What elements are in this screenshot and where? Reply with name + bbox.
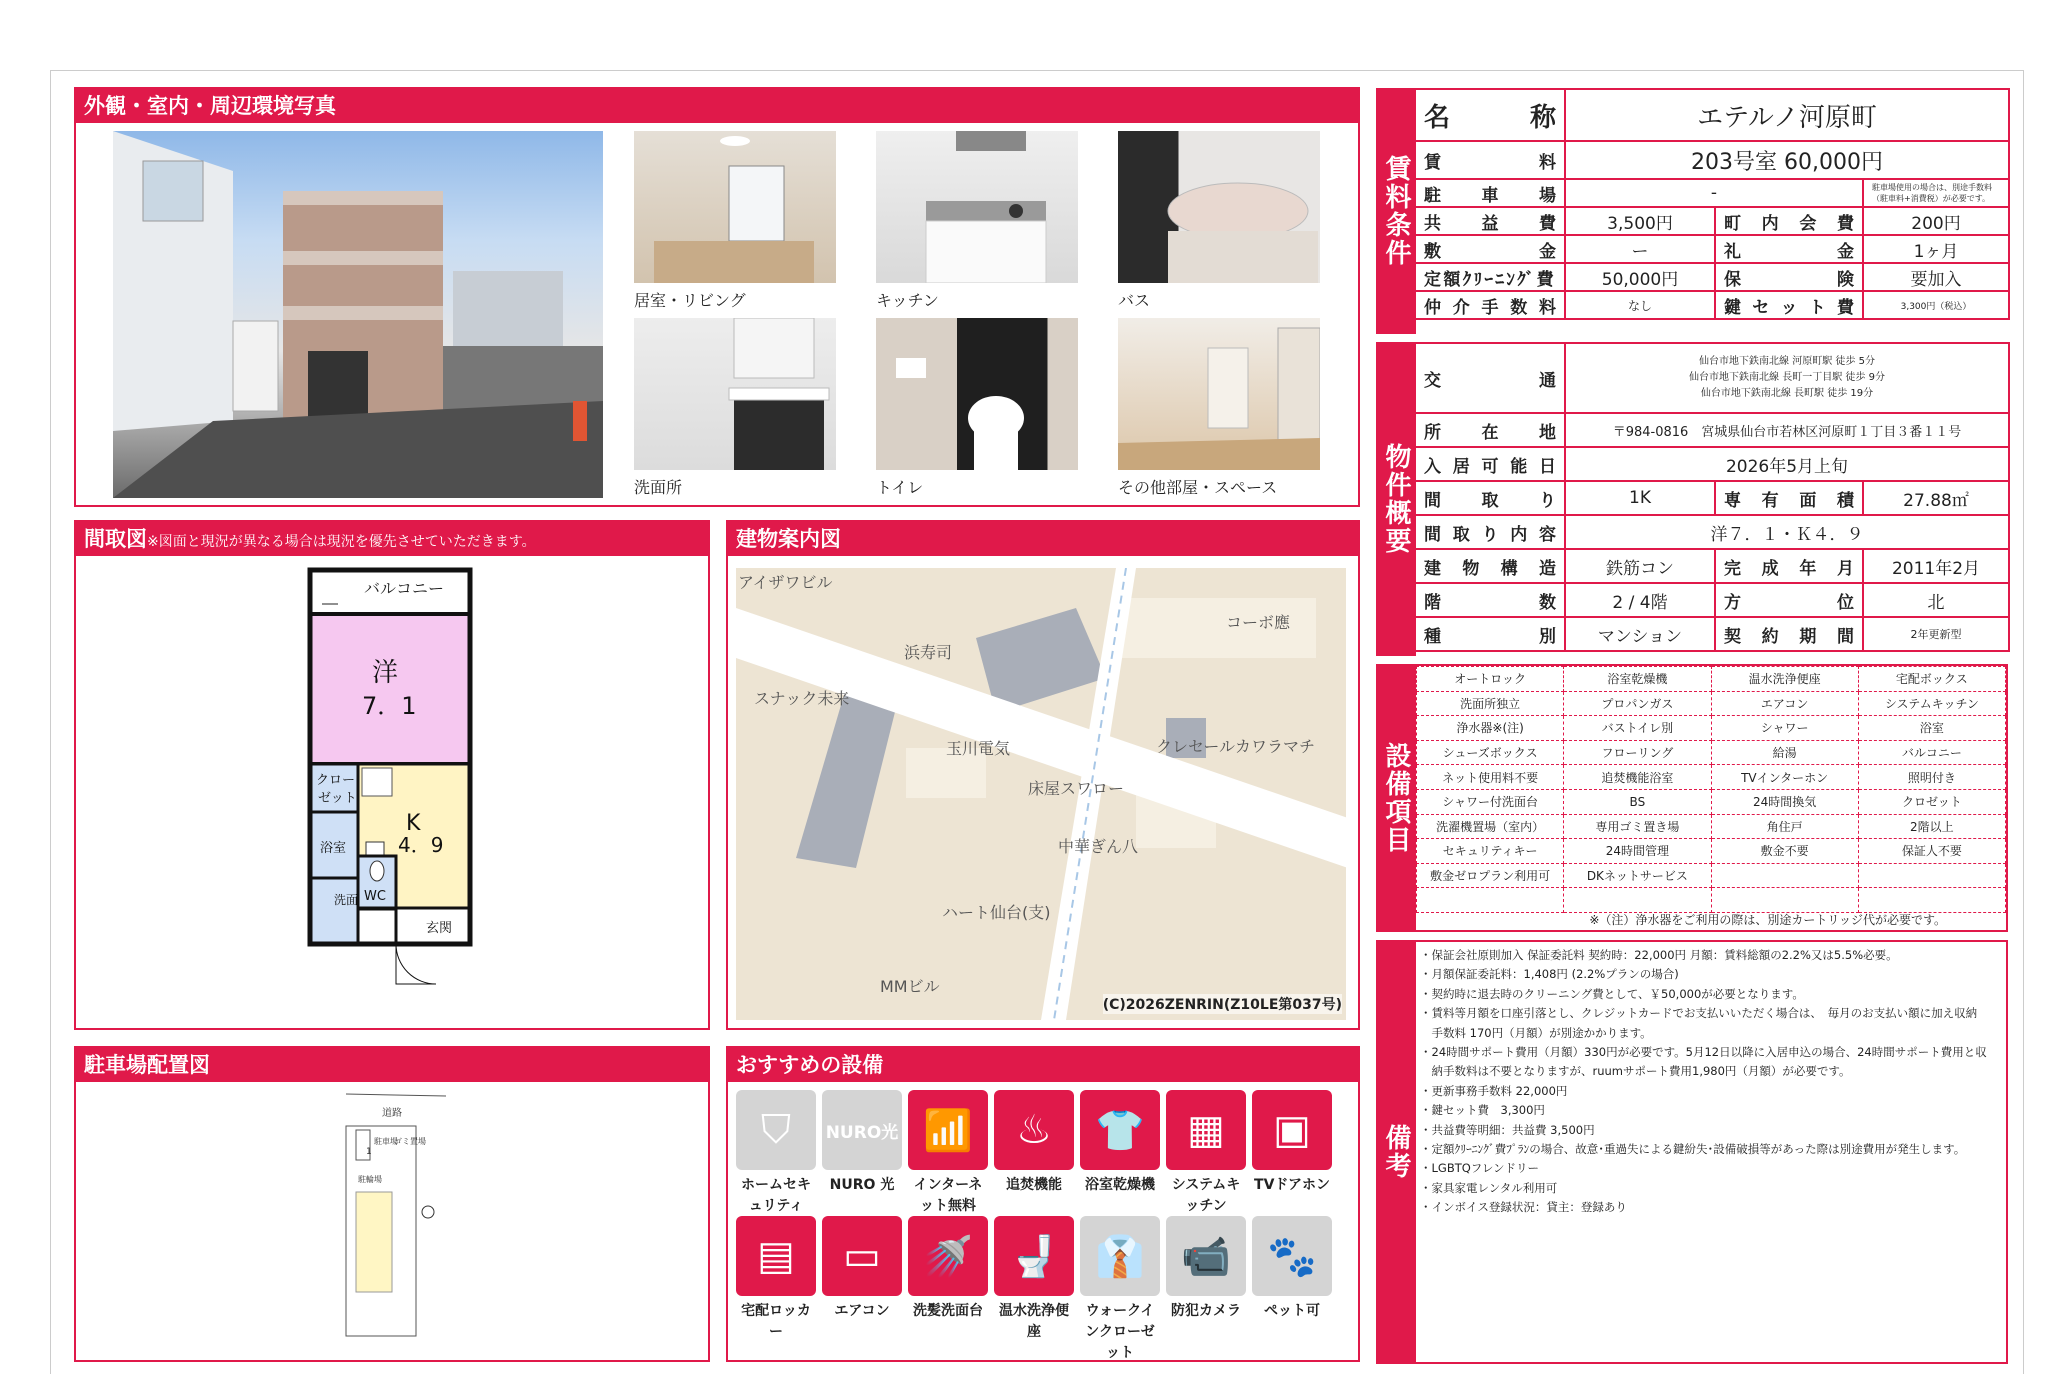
map-label-7: MMビル — [880, 977, 940, 996]
remark-line: ・賃料等月額を口座引落とし、クレジットカードでお支払いいただく場合は、 毎月のお支払い額に加え収納 — [1420, 1006, 1978, 1021]
remark-line: ・鍵セット費 3,300円 — [1420, 1103, 1545, 1118]
map-label-3: 玉川電気 — [946, 739, 1011, 758]
rec-washlet: 🚽 温水洗浄便座 — [994, 1216, 1074, 1343]
equip-item: 敷金不要 — [1711, 839, 1858, 864]
equip-item: 照明付き — [1858, 765, 2005, 790]
remark-line: 納手数料は不要となりますが、ruumサポート費用1,980円（月額）が必要です。 — [1420, 1064, 1851, 1079]
kitchen-illustration — [876, 131, 1078, 283]
layout-detail-value: 洋７．１・Ｋ４．９ — [1565, 515, 2009, 549]
map-label-5: 中華ぎん八 — [1058, 837, 1139, 856]
direction-key: 方位 — [1715, 583, 1863, 617]
sink-icon: 🚿 — [908, 1216, 988, 1296]
equip-item: 2階以上 — [1858, 814, 2005, 839]
parking-panel — [74, 1046, 710, 1362]
rec-home-security: ⛉ ホームセキュリティ — [736, 1090, 816, 1217]
parking-value: - — [1565, 179, 1863, 207]
layout-value: 1K — [1565, 481, 1715, 515]
equip-item: 浴室 — [1858, 716, 2005, 741]
movein-key: 入居可能日 — [1415, 447, 1565, 481]
caption-living: 居室・リビング — [634, 291, 746, 310]
area-key: 専有面積 — [1715, 481, 1863, 515]
equip-item: 角住戸 — [1711, 814, 1858, 839]
svg-text:駐輪場: 駐輪場 — [358, 1175, 382, 1184]
floor-value: 2 / 4階 — [1565, 583, 1715, 617]
access-line-1: 仙台市地下鉄南北線 河原町駅 徒歩 5分 — [1699, 356, 1875, 367]
insurance-value: 要加入 — [1863, 263, 2009, 291]
living-illustration — [634, 131, 836, 283]
equip-item: バストイレ別 — [1564, 716, 1711, 741]
svg-text:洗面: 洗面 — [334, 893, 359, 907]
toilet-illustration — [876, 318, 1078, 470]
address-value: 〒984-0816 宮城県仙台市若林区河原町１丁目３番１１号 — [1565, 413, 2009, 447]
equip-item: 浄水器※(注) — [1417, 716, 1564, 741]
rec-nuro: NURO光 NURO 光 — [822, 1090, 902, 1196]
photo-bath[interactable] — [1118, 131, 1320, 283]
exterior-photo[interactable] — [113, 131, 603, 498]
map-label-1: 浜寿司 — [904, 643, 953, 662]
caption-washroom: 洗面所 — [634, 478, 683, 497]
type-key: 種別 — [1415, 617, 1565, 651]
remarks-side-label: 備考 — [1376, 940, 1416, 1364]
access-key: 交通 — [1415, 343, 1565, 413]
equipment-table — [1416, 666, 2006, 913]
caption-toilet: トイレ — [876, 478, 924, 497]
equip-item: 追焚機能浴室 — [1564, 765, 1711, 790]
remark-line: ・保証会社原則加入 保証委託料 契約時：22,000円 月額：賃料総額の2.2%又は5.5%必要。 — [1420, 948, 1898, 962]
structure-key: 建物構造 — [1415, 549, 1565, 583]
remark-line: ・24時間サポート費用（月額）330円が必要です。5月12日以降に入居申込の場合、24時間サポート費用と収 — [1420, 1045, 1987, 1060]
name-key: 名称 — [1415, 89, 1565, 141]
map-title: 建物案内図 — [728, 522, 1358, 556]
caption-bath: バス — [1118, 291, 1151, 310]
dryer-icon: 👕 — [1080, 1090, 1160, 1170]
parking-key: 駐車場 — [1415, 179, 1565, 207]
equip-item: システムキッチン — [1858, 691, 2005, 716]
floorplan-drawing — [76, 556, 712, 1030]
rec-shampoo-sink: 🚿 洗髪洗面台 — [908, 1216, 988, 1322]
svg-text:道路: 道路 — [382, 1108, 402, 1119]
rent-value: 203号室 60,000円 — [1565, 141, 2009, 179]
map-label-2: スナック未来 — [754, 689, 850, 708]
built-value: 2011年2月 — [1863, 549, 2009, 583]
photo-other-room[interactable] — [1118, 318, 1320, 470]
intercom-icon: ▣ — [1252, 1090, 1332, 1170]
kitchen-icon: ▦ — [1166, 1090, 1246, 1170]
deposit-value: ー — [1565, 235, 1715, 263]
key-money-value: 1ヶ月 — [1863, 235, 2009, 263]
equip-item — [1858, 888, 2005, 913]
exterior-illustration — [113, 131, 603, 498]
svg-text:K: K — [406, 811, 421, 836]
cleaning-key: 定額ｸﾘｰﾆﾝｸﾞ費 — [1415, 263, 1565, 291]
svg-text:1: 1 — [366, 1147, 372, 1157]
equip-item: バルコニー — [1858, 740, 2005, 765]
toilet-icon: 🚽 — [994, 1216, 1074, 1296]
rec-aircon: ▭ エアコン — [822, 1216, 902, 1322]
town-fee-key: 町内会費 — [1715, 207, 1863, 235]
direction-value: 北 — [1863, 583, 2009, 617]
rent-key: 賃料 — [1415, 141, 1565, 179]
equip-item: 洗濯機置場（室内） — [1417, 814, 1564, 839]
common-fee-value: 3,500円 — [1565, 207, 1715, 235]
remark-line: ・インボイス登録状況：貸主：登録あり — [1420, 1200, 1627, 1215]
equip-item: シューズボックス — [1417, 740, 1564, 765]
equip-item: 温水洗浄便座 — [1711, 667, 1858, 692]
equip-item: 保証人不要 — [1858, 839, 2005, 864]
remark-line: ・LGBTQフレンドリー — [1420, 1161, 1540, 1176]
map-area[interactable] — [736, 568, 1348, 1020]
svg-text:4．9: 4．9 — [398, 833, 444, 857]
shield-icon: ⛉ — [736, 1090, 816, 1170]
floor-key: 階数 — [1415, 583, 1565, 617]
property-side-label: 物件概要 — [1376, 342, 1416, 656]
svg-text:クロー: クロー — [316, 773, 356, 788]
equip-item: 24時間管理 — [1564, 839, 1711, 864]
closet-icon: 👔 — [1080, 1216, 1160, 1296]
equip-item: 専用ゴミ置き場 — [1564, 814, 1711, 839]
built-key: 完成年月 — [1715, 549, 1863, 583]
washroom-illustration — [634, 318, 836, 470]
agent-fee-value: なし — [1565, 291, 1715, 319]
rec-system-kitchen: ▦ システムキッチン — [1166, 1090, 1246, 1217]
equip-item: 浴室乾燥機 — [1564, 667, 1711, 692]
equip-item — [1711, 863, 1858, 888]
parking-drawing — [76, 1082, 712, 1362]
photo-living[interactable] — [634, 131, 836, 283]
common-fee-key: 共益費 — [1415, 207, 1565, 235]
equip-item: プロパンガス — [1564, 691, 1711, 716]
paw-icon: 🐾 — [1252, 1216, 1332, 1296]
equip-item: オートロック — [1417, 667, 1564, 692]
equip-item: エアコン — [1711, 691, 1858, 716]
parking-note: 駐車場使用の場合は、別途手数料（駐車料+消費税）が必要です。 — [1863, 179, 2009, 207]
remark-line: ・月額保証委託料：1,408円 (2.2%プランの場合) — [1420, 967, 1679, 982]
map-panel — [726, 520, 1360, 1030]
equip-item: 洗面所独立 — [1417, 691, 1564, 716]
type-value: マンション — [1565, 617, 1715, 651]
equip-item: 敷金ゼロプラン利用可 — [1417, 863, 1564, 888]
recommended-panel — [726, 1046, 1360, 1362]
equipment-footnote: ※（注）浄水器をご利用の際は、別途カートリッジ代が必要です。 — [1589, 913, 1946, 927]
equip-item: DKネットサービス — [1564, 863, 1711, 888]
locker-icon: ▤ — [736, 1216, 816, 1296]
rec-security-camera: 📹 防犯カメラ — [1166, 1216, 1246, 1322]
address-key: 所在地 — [1415, 413, 1565, 447]
photos-title: 外観・室内・周辺環境写真 — [76, 89, 1358, 123]
remark-line: ・共益費等明細：共益費 3,500円 — [1420, 1122, 1595, 1137]
key-money-key: 礼金 — [1715, 235, 1863, 263]
map-label-0: アイザワビル — [738, 573, 833, 592]
property-name: エテルノ河原町 — [1565, 89, 2009, 141]
layout-key: 間取り — [1415, 481, 1565, 515]
remark-line: ・家具家電レンタル利用可 — [1420, 1180, 1558, 1195]
insurance-key: 保険 — [1715, 263, 1863, 291]
access-line-2: 仙台市地下鉄南北線 長町一丁目駅 徒歩 9分 — [1689, 372, 1885, 383]
svg-text:バルコニー: バルコニー — [364, 579, 445, 598]
equip-item: セキュリティキー — [1417, 839, 1564, 864]
keyset-value: 3,300円（税込） — [1863, 291, 2009, 319]
rec-delivery-locker: ▤ 宅配ロッカー — [736, 1216, 816, 1343]
photo-washroom[interactable] — [634, 318, 836, 470]
rec-internet-free: 📶 インターネット無料 — [908, 1090, 988, 1217]
access-value — [1565, 343, 2009, 413]
equipment-box — [1414, 664, 2008, 932]
equip-item: ネット使用料不要 — [1417, 765, 1564, 790]
remark-line: ・契約時に退去時のクリーニング費として、￥50,000が必要となります。 — [1420, 986, 1804, 1001]
floorplan-note: ※図面と現況が異なる場合は現況を優先させていただきます。 — [147, 534, 536, 550]
equipment-side-label: 設備項目 — [1376, 664, 1416, 932]
other-room-illustration — [1118, 318, 1320, 470]
svg-text:浴室: 浴室 — [320, 841, 347, 856]
remarks-box — [1414, 940, 2008, 1364]
equip-item: 給湯 — [1711, 740, 1858, 765]
recommended-title: おすすめの設備 — [728, 1048, 1358, 1082]
photo-kitchen[interactable] — [876, 131, 1078, 283]
rec-walkin-closet: 👔 ウォークインクローゼット — [1080, 1216, 1160, 1364]
equip-item: シャワー付洗面台 — [1417, 789, 1564, 814]
equip-item: 宅配ボックス — [1858, 667, 2005, 692]
deposit-key: 敷金 — [1415, 235, 1565, 263]
svg-text:ゼット: ゼット — [318, 791, 357, 806]
remark-line: 手数料 170円（月額）が別途かかります。 — [1420, 1025, 1652, 1040]
svg-text:駐車場: 駐車場 — [374, 1137, 398, 1146]
equip-item: BS — [1564, 789, 1711, 814]
equip-item: フローリング — [1564, 740, 1711, 765]
svg-text:WC: WC — [364, 889, 386, 904]
access-line-3: 仙台市地下鉄南北線 長町駅 徒歩 19分 — [1700, 388, 1874, 399]
photo-toilet[interactable] — [876, 318, 1078, 470]
map-label-8: コーボ應 — [1226, 613, 1291, 632]
equip-item: TVインターホン — [1711, 765, 1858, 790]
floorplan-panel — [74, 520, 710, 1030]
remarks-text — [1420, 946, 2006, 1218]
contract-key: 契約期間 — [1715, 617, 1863, 651]
equip-item — [1417, 888, 1564, 913]
rec-tv-intercom: ▣ TVドアホン — [1252, 1090, 1332, 1196]
equip-item: 24時間換気 — [1711, 789, 1858, 814]
rent-side-label: 賃料条件 — [1376, 88, 1416, 334]
contract-value: 2年更新型 — [1863, 617, 2009, 651]
svg-text:7．1: 7．1 — [362, 692, 417, 720]
movein-value: 2026年5月上旬 — [1565, 447, 2009, 481]
equip-item: クロゼット — [1858, 789, 2005, 814]
rent-table — [1414, 88, 2010, 320]
cleaning-value: 50,000円 — [1565, 263, 1715, 291]
equip-item — [1711, 888, 1858, 913]
rec-bath-dryer: 👕 浴室乾燥機 — [1080, 1090, 1160, 1196]
map-label-6: ハート仙台(支) — [942, 903, 1051, 922]
bath-illustration — [1118, 131, 1320, 283]
remark-line: ・定額ｸﾘｰﾆﾝｸﾞ費ﾌﾟﾗﾝの場合、故意･重過失による鍵紛失･設備破損等があった際は別途費用が発生します。 — [1420, 1142, 1966, 1157]
parking-title: 駐車場配置図 — [76, 1048, 708, 1082]
photos-panel — [74, 87, 1360, 507]
aircon-icon: ▭ — [822, 1216, 902, 1296]
wifi-icon: 📶 — [908, 1090, 988, 1170]
equip-item: シャワー — [1711, 716, 1858, 741]
equip-item — [1858, 863, 2005, 888]
area-value: 27.88㎡ — [1863, 481, 2009, 515]
rec-reheat: ♨ 追焚機能 — [994, 1090, 1074, 1196]
rec-pets-ok: 🐾 ペット可 — [1252, 1216, 1332, 1322]
map-label-9: クレセールカワラマチ — [1156, 737, 1316, 756]
camera-icon: 📹 — [1166, 1216, 1246, 1296]
room-label: 洋 — [372, 658, 399, 688]
remark-line: ・更新事務手数料 22,000円 — [1420, 1083, 1568, 1098]
caption-other-room: その他部屋・スペース — [1118, 478, 1278, 497]
agent-fee-key: 仲介手数料 — [1415, 291, 1565, 319]
svg-text:玄関: 玄関 — [426, 921, 453, 936]
structure-value: 鉄筋コン — [1565, 549, 1715, 583]
equip-item — [1564, 888, 1711, 913]
svg-text:ゴミ置場: ゴミ置場 — [394, 1137, 426, 1146]
map-copyright: (C)2026ZENRIN(Z10LE第037号) — [1103, 994, 1342, 1014]
floorplan-header — [76, 522, 708, 556]
map-label-4: 床屋スワロー — [1028, 779, 1125, 798]
layout-detail-key: 間取り内容 — [1415, 515, 1565, 549]
town-fee-value: 200円 — [1863, 207, 2009, 235]
caption-kitchen: キッチン — [876, 291, 939, 310]
property-table — [1414, 342, 2010, 652]
bathtub-icon: ♨ — [994, 1090, 1074, 1170]
nuro-icon: NURO光 — [822, 1090, 902, 1170]
floorplan-title: 間取図 — [84, 527, 147, 551]
keyset-key: 鍵セット費 — [1715, 291, 1863, 319]
